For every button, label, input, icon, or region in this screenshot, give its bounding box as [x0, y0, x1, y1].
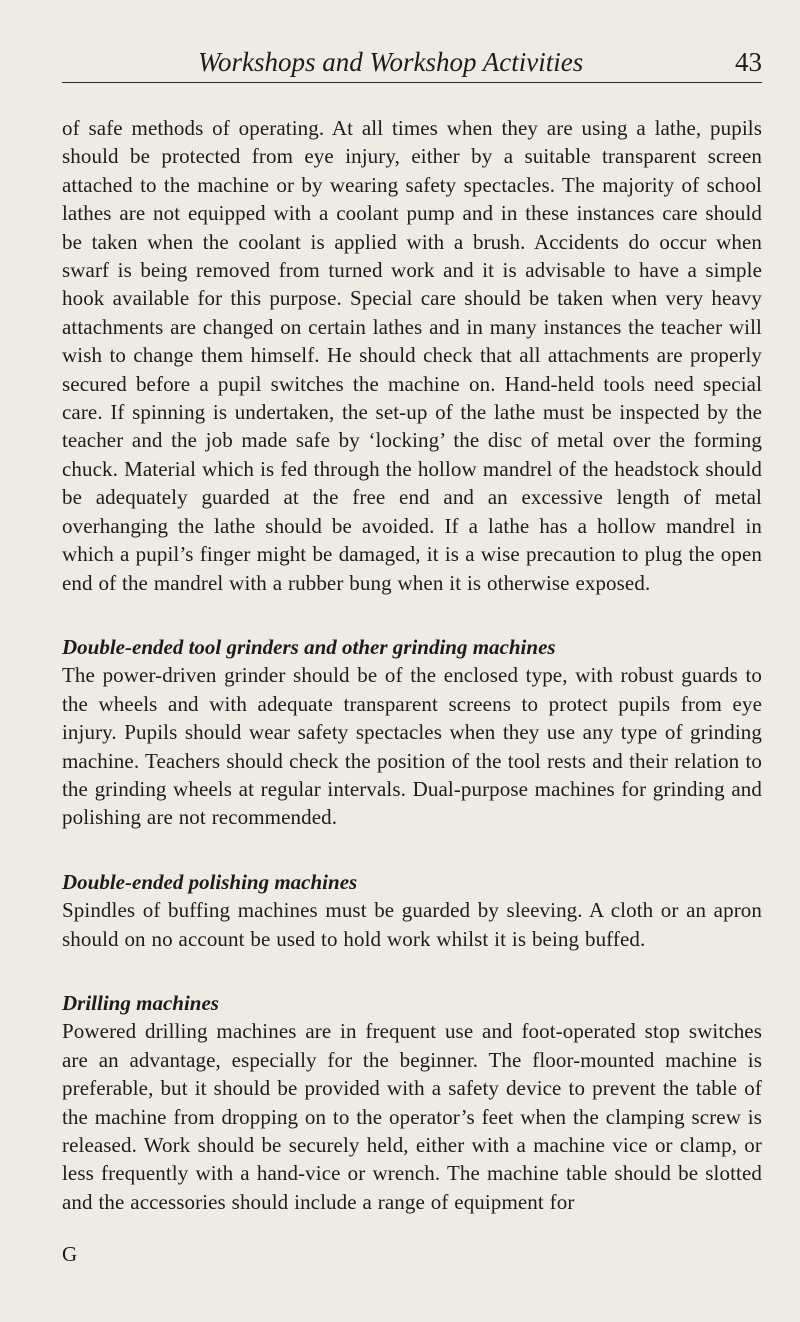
- section-paragraph: Spindles of buffing machines must be guarded by sleeving. A cloth or an apron should on no account be used to hold work whilst it is being buffed.: [62, 898, 762, 951]
- running-head: [62, 44, 762, 83]
- section-heading: Double-ended tool grinders and other grinding machines: [62, 634, 556, 659]
- section-grinding-machines: [62, 633, 762, 832]
- section-paragraph: The power-driven grinder should be of the enclosed type, with robust guards to the wheels and with adequate transparent screens to protect pupils from eye injury. Pupils should wear safety spectacles when they use any type of grinding machine. Teachers should check the position of the tool rests and their relation to the grinding wheels at regular intervals. Dual-purpose machines for grinding and polishing are not recommended.: [62, 663, 762, 830]
- section-drilling-machines: [62, 989, 762, 1216]
- page-number: 43: [735, 47, 762, 77]
- section-polishing-machines: [62, 868, 762, 953]
- section-heading: Double-ended polishing machines: [62, 869, 358, 894]
- signature-mark: G: [62, 1242, 78, 1266]
- section-heading: Drilling machines: [62, 990, 219, 1015]
- page-body: [62, 114, 762, 1216]
- running-head-title: Workshops and Workshop Activities: [198, 47, 584, 77]
- opening-paragraph: of safe methods of operating. At all times when they are using a lathe, pupils should be protected from eye injury, either by a suitable transparent screen attached to the machine or by wearing safety spectacles. The majority of school lathes are not equipped with a coolant pump and in these instances care should be taken when the coolant is applied with a brush. Accidents do occur when swarf is being removed from turned work and it is advisable to have a simple hook available for this purpose. Special care should be taken when very heavy attachments are changed on certain lathes and in many instances the teacher will wish to change them himself. He should check that all attachments are properly secured before a pupil switches the machine on. Hand-held tools need special care. If spinning is undertaken, the set-up of the lathe must be inspected by the teacher and the job made safe by ‘locking’ the disc of metal over the forming chuck. Material which is fed through the hollow mandrel of the headstock should be adequately guarded at the free end and an excessive length of metal overhanging the lathe should be avoided. If a lathe has a hollow mandrel in which a pupil’s finger might be damaged, it is a wise precaution to plug the open end of the mandrel with a rubber bung when it is otherwise exposed.: [62, 116, 762, 595]
- section-paragraph: Powered drilling machines are in frequent use and foot-operated stop switches are an advantage, especially for the beginner. The floor-mounted machine is preferable, but it should be provided with a safety device to prevent the table of the machine from dropping on to the operator’s feet when the clamping screw is released. Work should be securely held, either with a machine vice or clamp, or less frequently with a hand-vice or wrench. The machine table should be slotted and the accessories should include a range of equipment for: [62, 1019, 762, 1214]
